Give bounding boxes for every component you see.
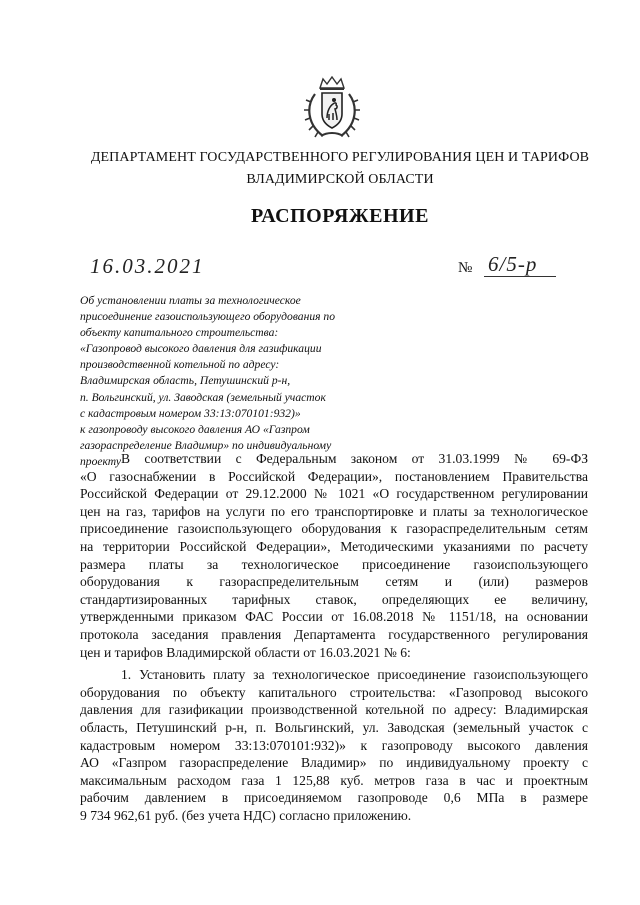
- subject-block: [80, 293, 370, 470]
- subject-line: «Газопровод высокого давления для газификации: [80, 342, 322, 356]
- paragraph-line: на территории Российской Федерации», Методическими указаниями по расчету: [80, 538, 588, 554]
- department-name-line1: ДЕПАРТАМЕНТ ГОСУДАРСТВЕННОГО РЕГУЛИРОВАНИЯ ЦЕН И ТАРИФОВ: [90, 150, 590, 165]
- paragraph-line: кадастровым номером 33:13:070101:932)» к газопроводу высокого давления: [80, 737, 588, 753]
- document-date: 16.03.2021: [90, 254, 205, 278]
- paragraph-line: 9 734 962,61 руб. (без учета НДС) согласно приложению.: [80, 807, 412, 823]
- subject-line: объекту капитального строительства:: [80, 326, 279, 340]
- paragraph-line: АО «Газпром газораспределение Владимир» по индивидуальному проекту с: [80, 755, 588, 771]
- subject-line: с кадастровым номером 33:13:070101:932)»: [80, 406, 301, 420]
- number-underline: [484, 276, 556, 277]
- paragraph-line: давления для газификации производственной котельной по адресу: Владимирская: [80, 702, 588, 718]
- department-name-line2: ВЛАДИМИРСКОЙ ОБЛАСТИ: [246, 172, 434, 187]
- paragraph-line: 1. Установить плату за технологическое присоединение газоиспользующего: [121, 667, 588, 683]
- number-sign: №: [458, 260, 473, 276]
- document-type-title: РАСПОРЯЖЕНИЕ: [251, 205, 429, 227]
- paragraph-line: цен на газ, тарифов на услуги по его транспортировке и платы за технологическое: [80, 503, 588, 519]
- subject-line: проекту: [80, 454, 122, 468]
- paragraph-line: утвержденными приказом ФАС России от 16.08.2018 № 1151/18, на основании: [80, 609, 588, 625]
- subject-line: к газопроводу высокого давления АО «Газпром: [80, 422, 310, 436]
- paragraph-preamble: [80, 450, 588, 661]
- subject-line: присоединение газоиспользующего оборудования по: [80, 310, 336, 324]
- paragraph-line: протокола заседания правления Департамента государственного регулирования: [80, 626, 588, 642]
- paragraph-line: присоединение газоиспользующего оборудования к газораспределительным сетям: [80, 521, 588, 537]
- paragraph-line: «О газоснабжении в Российской Федерации», постановлением Правительства: [80, 468, 588, 484]
- number-value: 6/5-р: [488, 252, 538, 276]
- paragraph-line: оборудования по объекту капитального строительства: «Газопровод высокого: [80, 684, 588, 700]
- paragraph-line: Российской Федерации от 29.12.2000 № 1021 «О государственном регулировании: [80, 486, 588, 502]
- paragraph-item-1: [80, 666, 588, 824]
- subject-line: Об установлении платы за технологическое: [80, 294, 301, 307]
- paragraph-line: максимальным расходом газа 1 125,88 куб. метров газа в час и проектным: [80, 772, 588, 788]
- coat-of-arms-icon: [303, 76, 361, 142]
- document-number: [458, 254, 568, 280]
- paragraph-line: область, Петушинский р-н, п. Вольгинский, ул. Заводская (земельный участок с: [80, 719, 588, 735]
- subject-line: газораспределение Владимир» по индивидуальному: [80, 438, 332, 452]
- subject-line: производственной котельной по адресу:: [80, 358, 280, 372]
- subject-line: п. Вольгинский, ул. Заводская (земельный участок: [80, 390, 326, 404]
- subject-line: Владимирская область, Петушинский р-н,: [80, 374, 291, 388]
- paragraph-line: стандартизированных тарифных ставок, определяющих ее величину,: [80, 591, 588, 607]
- paragraph-line: В соответствии с Федеральным законом от 31.03.1999 № 69-ФЗ: [121, 451, 588, 466]
- paragraph-line: оборудования к газораспределительным сетям и (или) размеров: [80, 574, 588, 590]
- paragraph-line: размера платы за технологическое присоединение газоиспользующего: [80, 556, 588, 572]
- paragraph-line: цен и тарифов Владимирской области от 16.03.2021 № 6:: [80, 644, 411, 660]
- document-body: [80, 450, 588, 824]
- paragraph-line: рабочим давлением в присоединяемом газопроводе 0,6 МПа в размере: [80, 790, 588, 806]
